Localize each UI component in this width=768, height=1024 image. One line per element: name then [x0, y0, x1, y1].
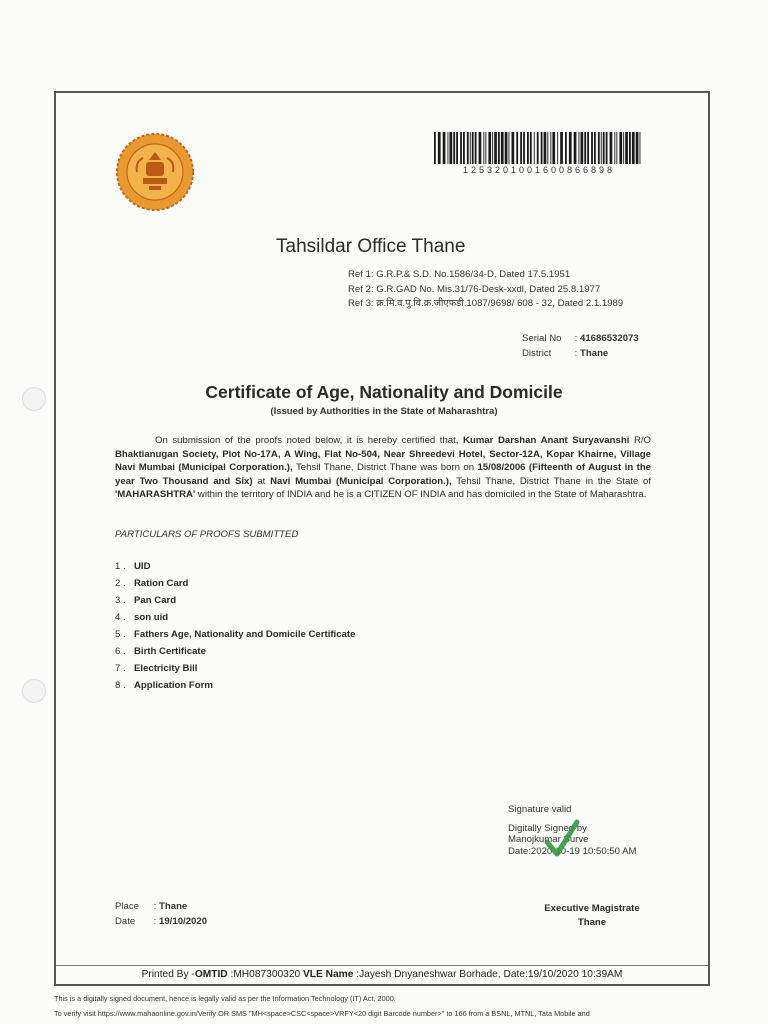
barcode-bar	[488, 132, 491, 164]
barcode-bar	[443, 132, 446, 164]
date-row	[115, 914, 207, 929]
barcode-bar	[632, 132, 635, 164]
proof-number: 3 .	[115, 595, 126, 606]
magistrate-block	[522, 902, 662, 930]
barcode-bar	[569, 132, 572, 164]
list-item	[115, 558, 355, 575]
barcode-bar	[614, 132, 615, 164]
certificate-subtitle: (Issued by Authorities in the State of Maharashtra)	[270, 406, 498, 417]
references	[348, 268, 623, 312]
place-sep: :	[153, 901, 157, 912]
barcode-bar	[534, 132, 535, 164]
proof-number: 2 .	[115, 578, 126, 589]
vle-value: :Jayesh Dnyaneshwar Borhade, Date:19/10/2020 10:39AM	[356, 969, 623, 980]
printed-by-prefix: Printed By -	[141, 969, 195, 980]
serial-label: Serial No	[522, 333, 562, 344]
barcode-bar	[623, 132, 624, 164]
signature-line-1: Digitally Signed by	[508, 822, 587, 834]
barcode-bar	[619, 132, 622, 164]
printed-by-line	[56, 969, 708, 980]
barcode-bar	[552, 132, 555, 164]
barcode-bar	[448, 132, 449, 164]
reference-2: Ref 2: G.R.GAD No. Mis.31/76-Desk-xxdl, Dated 25.8.1977	[348, 283, 601, 295]
body-at: at	[257, 475, 266, 487]
list-item	[115, 643, 355, 660]
divider	[56, 965, 708, 966]
barcode-bar	[610, 132, 613, 164]
barcode-bar	[492, 132, 493, 164]
barcode-bar	[516, 132, 518, 164]
serial-sep: :	[574, 333, 578, 344]
body-ro: R/O	[633, 435, 651, 446]
place-label: Place	[115, 901, 139, 912]
punch-hole-bottom	[22, 679, 46, 703]
list-item	[115, 575, 355, 592]
barcode-bar	[460, 132, 462, 164]
barcode-bar	[472, 132, 474, 164]
barcode-bar	[494, 132, 497, 164]
birth-place: Navi Mumbai (Municipal Corporation.),	[270, 475, 452, 487]
barcode-bar	[636, 132, 639, 164]
office-title: Tahsildar Office Thane	[276, 236, 466, 257]
body-tehsil-2: Tehsil Thane, District Thane in the State of	[456, 475, 652, 487]
body-tehsil-1: Tehsil Thane, District Thane	[295, 462, 417, 474]
barcode-bar	[547, 132, 548, 164]
district-label: District	[522, 348, 552, 359]
checkmark-icon	[544, 818, 580, 860]
list-item	[115, 660, 355, 677]
district-sep: :	[574, 348, 578, 359]
barcode-bar	[606, 132, 608, 164]
barcode-bar	[584, 132, 586, 164]
district-row	[522, 346, 639, 361]
barcode-bar	[463, 132, 465, 164]
barcode-bar	[467, 132, 469, 164]
place-row	[115, 899, 207, 914]
date-label: Date	[115, 916, 136, 927]
omtid-label: OMTID	[194, 969, 228, 980]
barcode-bar	[512, 132, 515, 164]
barcode-bar	[550, 132, 551, 164]
certificate-title: Certificate of Age, Nationality and Domicile	[205, 382, 563, 402]
barcode-bar	[616, 132, 617, 164]
barcode-bar	[498, 132, 500, 164]
list-item	[115, 592, 355, 609]
barcode-bar	[438, 132, 441, 164]
barcode-bar	[594, 132, 596, 164]
proofs-list	[115, 558, 355, 694]
particulars-heading: PARTICULARS OF PROOFS SUBMITTED	[115, 529, 299, 540]
proof-number: 6 .	[115, 646, 126, 657]
list-item	[115, 626, 355, 643]
barcode-bar	[501, 132, 504, 164]
barcode-bar	[591, 132, 593, 164]
barcode-bar	[640, 132, 641, 164]
omtid-value: :MH087300320	[230, 969, 301, 980]
barcode-bar	[581, 132, 584, 164]
barcode-bar	[485, 132, 486, 164]
state-name: 'MAHARASHTRA'	[115, 489, 196, 501]
reference-1: Ref 1: G.R.P.& S.D. No.1586/34-D, Dated 17.5.1951	[348, 269, 571, 280]
barcode-bar	[598, 132, 600, 164]
barcode-bar	[625, 132, 628, 164]
serial-value: 41686532073	[580, 333, 639, 344]
barcode-bar	[479, 132, 482, 164]
proof-number: 8 .	[115, 680, 126, 691]
barcode	[434, 132, 644, 164]
date-sep: :	[153, 916, 157, 927]
proof-label: UID	[134, 561, 151, 572]
applicant-address: Bhaktianugan Society, Plot No-17A, A Wing, Flat No-504, Near Shreedevi Hotel, Sector-12A, Kopar Khairne, Village Navi Mumbai (Municipal Corporation.),	[115, 448, 651, 474]
barcode-bar	[475, 132, 477, 164]
barcode-bar	[530, 132, 532, 164]
barcode-bar	[537, 132, 539, 164]
barcode-bar	[453, 132, 455, 164]
proof-label: Ration Card	[134, 578, 189, 589]
body-born-on: was born on	[420, 462, 475, 474]
proof-label: Fathers Age, Nationality and Domicile Certificate	[134, 629, 356, 640]
proof-number: 1 .	[115, 561, 126, 572]
place-date-block	[115, 899, 207, 929]
signature-line-2: Manojkumar Surve	[508, 834, 589, 846]
barcode-bar	[587, 132, 589, 164]
list-item	[115, 677, 355, 694]
maharashtra-emblem-icon	[115, 132, 195, 212]
date-of-birth: 15/08/2006 (Fifteenth of August in the year Two Thousand and Six)	[115, 462, 652, 487]
body-intro: On submission of the proofs noted below, it is hereby certified that,	[155, 435, 459, 446]
magistrate-title: Executive Magistrate	[544, 903, 640, 914]
barcode-bar	[603, 132, 605, 164]
district-value: Thane	[580, 348, 609, 359]
proof-label: Application Form	[134, 680, 213, 691]
barcode-number: 1253201001600866898	[462, 165, 616, 175]
barcode-bar	[527, 132, 529, 164]
barcode-bar	[434, 132, 436, 164]
barcode-bar	[520, 132, 522, 164]
barcode-bar	[565, 132, 567, 164]
proof-label: Pan Card	[134, 595, 177, 606]
proof-label: Electricity Bill	[134, 663, 198, 674]
footer-legal-note: This is a digitally signed document, hence is legally valid as per the Information Technology (IT) Act, 2000.	[54, 994, 396, 1003]
proof-label: Birth Certificate	[134, 646, 206, 657]
reference-3: Ref 3: क्र.मि.व.पु.वि.क्र.जीएफडी.1087/9698/ 608 - 32, Dated 2.1.1989	[348, 298, 624, 309]
signature-status: Signature valid	[508, 804, 572, 815]
barcode-bar	[541, 132, 543, 164]
barcode-bar	[601, 132, 602, 164]
barcode-bar	[629, 132, 631, 164]
barcode-bar	[450, 132, 453, 164]
proof-label: son uid	[134, 612, 169, 623]
barcode-bar	[579, 132, 580, 164]
barcode-bar	[483, 132, 484, 164]
serial-district-block	[522, 331, 639, 361]
barcode-bar	[505, 132, 508, 164]
footer-verify-note: To verify visit https://www.mahaonline.gov.in/Verify OR SMS "MH<space>CSC<space>VRFY<20 digit Barcode number>" to 166 from a BSNL, MTNL, Tata Mobile and	[54, 1009, 590, 1018]
date-value: 19/10/2020	[159, 916, 208, 927]
barcode-bar	[557, 132, 558, 164]
body-tail: within the territory of INDIA and he is a CITIZEN OF INDIA and has domiciled in the State of Maharashtra.	[197, 489, 647, 501]
certificate-body	[115, 434, 651, 502]
barcode-bar	[574, 132, 577, 164]
barcode-bar	[470, 132, 471, 164]
magistrate-location: Thane	[577, 917, 607, 928]
vle-label: VLE Name	[303, 969, 354, 980]
signature-line-3: Date:2020-10-19 10:50:50 AM	[508, 845, 637, 857]
list-item	[115, 609, 355, 626]
proof-number: 7 .	[115, 663, 126, 674]
barcode-bar	[544, 132, 547, 164]
barcode-bar	[523, 132, 525, 164]
applicant-name: Kumar Darshan Anant Suryavanshi	[463, 435, 630, 446]
barcode-bar	[456, 132, 458, 164]
proof-number: 4 .	[115, 612, 126, 623]
proof-number: 5 .	[115, 629, 126, 640]
barcode-bar	[509, 132, 510, 164]
place-value: Thane	[159, 901, 188, 912]
barcode-bar	[560, 132, 563, 164]
serial-row	[522, 331, 639, 346]
